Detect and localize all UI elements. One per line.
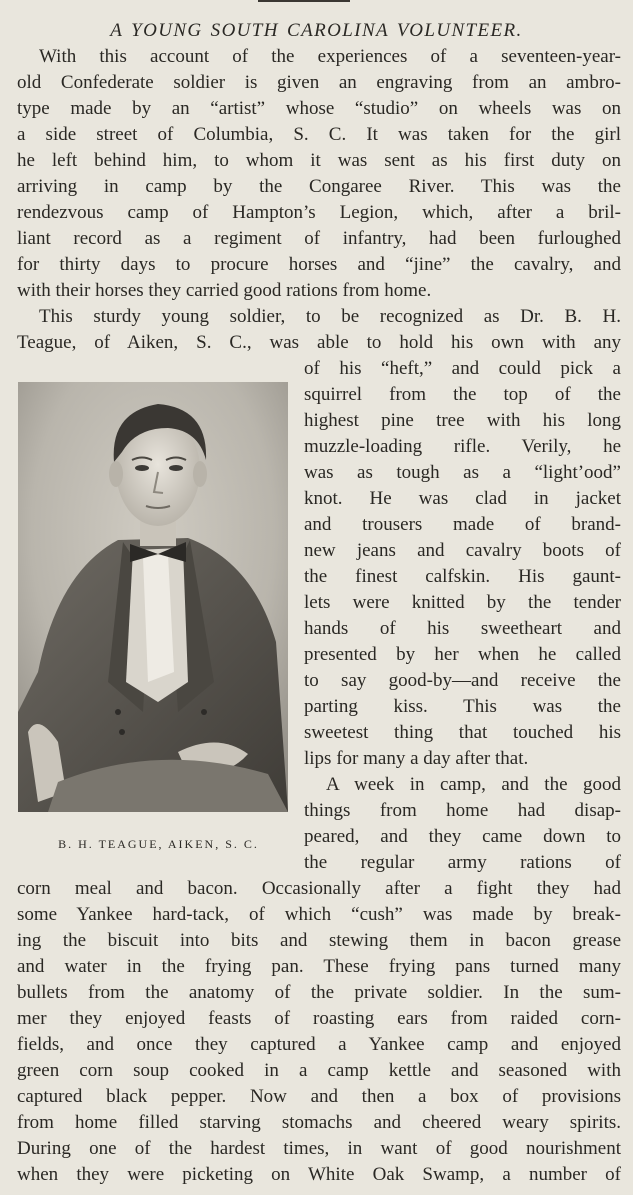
text-line: of his “heft,” and could pick a xyxy=(304,358,621,379)
text-line: With this account of the experiences of a seventeen-year- xyxy=(39,46,621,67)
text-line: corn meal and bacon. Occasionally after a fight they had xyxy=(17,878,621,899)
text-line: old Confederate soldier is given an engraving from an ambro- xyxy=(17,72,621,93)
text-line: fields, and once they captured a Yankee camp and enjoyed xyxy=(17,1034,621,1055)
text-line: arriving in camp by the Congaree River. This was the xyxy=(17,176,621,197)
top-rule xyxy=(258,0,350,2)
text-line: This sturdy young soldier, to be recognized as Dr. B. H. xyxy=(39,306,621,327)
text-line: was as tough as a “light’ood” xyxy=(304,462,621,483)
soldier-portrait-photo xyxy=(18,382,288,812)
text-line: some Yankee hard-tack, of which “cush” was made by break- xyxy=(17,904,621,925)
text-line: and trousers made of brand- xyxy=(304,514,621,535)
text-line: sweetest thing that touched his xyxy=(304,722,621,743)
text-line: for thirty days to procure horses and “jine” the cavalry, and xyxy=(17,254,621,275)
text-line: with their horses they carried good rations from home. xyxy=(17,280,432,301)
text-line: he left behind him, to whom it was sent as his first duty on xyxy=(17,150,621,171)
photo-caption: B. H. TEAGUE, AIKEN, S. C. xyxy=(58,837,259,851)
text-line: when they were picketing on White Oak Swamp, a number of xyxy=(17,1164,621,1185)
text-line: mer they enjoyed feasts of roasting ears from raided corn- xyxy=(17,1008,621,1029)
text-line: a side street of Columbia, S. C. It was taken for the girl xyxy=(17,124,621,145)
text-line: muzzle-loading rifle. Verily, he xyxy=(304,436,621,457)
text-line: lips for many a day after that. xyxy=(304,748,529,769)
text-line: green corn soup cooked in a camp kettle and seasoned with xyxy=(17,1060,621,1081)
text-line: rendezvous camp of Hampton’s Legion, which, after a bril- xyxy=(17,202,621,223)
text-line: the finest calfskin. His gaunt- xyxy=(304,566,621,587)
text-line: things from home had disap- xyxy=(304,800,621,821)
text-line: During one of the hardest times, in want of good nourishment xyxy=(17,1138,621,1159)
text-line: presented by her when he called xyxy=(304,644,621,665)
text-line: Teague, of Aiken, S. C., was able to hold his own with any xyxy=(17,332,621,353)
text-line: peared, and they came down to xyxy=(304,826,621,847)
text-line: squirrel from the top of the xyxy=(304,384,621,405)
text-line: ing the biscuit into bits and stewing them in bacon grease xyxy=(17,930,621,951)
text-line: liant record as a regiment of infantry, had been furloughed xyxy=(17,228,621,249)
text-line: type made by an “artist” whose “studio” on wheels was on xyxy=(17,98,621,119)
article-heading: A YOUNG SOUTH CAROLINA VOLUNTEER. xyxy=(110,20,523,41)
text-line: and water in the frying pan. These frying pans turned many xyxy=(17,956,621,977)
text-line: captured black pepper. Now and then a box of provisions xyxy=(17,1086,621,1107)
text-line: from home filled starving stomachs and cheered weary spirits. xyxy=(17,1112,621,1133)
portrait-image xyxy=(18,382,288,812)
text-line: parting kiss. This was the xyxy=(304,696,621,717)
text-line: lets were knitted by the tender xyxy=(304,592,621,613)
text-line: bullets from the anatomy of the private soldier. In the sum- xyxy=(17,982,621,1003)
text-line: hands of his sweetheart and xyxy=(304,618,621,639)
text-line: new jeans and cavalry boots of xyxy=(304,540,621,561)
text-line: highest pine tree with his long xyxy=(304,410,621,431)
text-line: the regular army rations of xyxy=(304,852,621,873)
text-line: knot. He was clad in jacket xyxy=(304,488,621,509)
text-line: to say good-by—and receive the xyxy=(304,670,621,691)
text-line: A week in camp, and the good xyxy=(326,774,621,795)
